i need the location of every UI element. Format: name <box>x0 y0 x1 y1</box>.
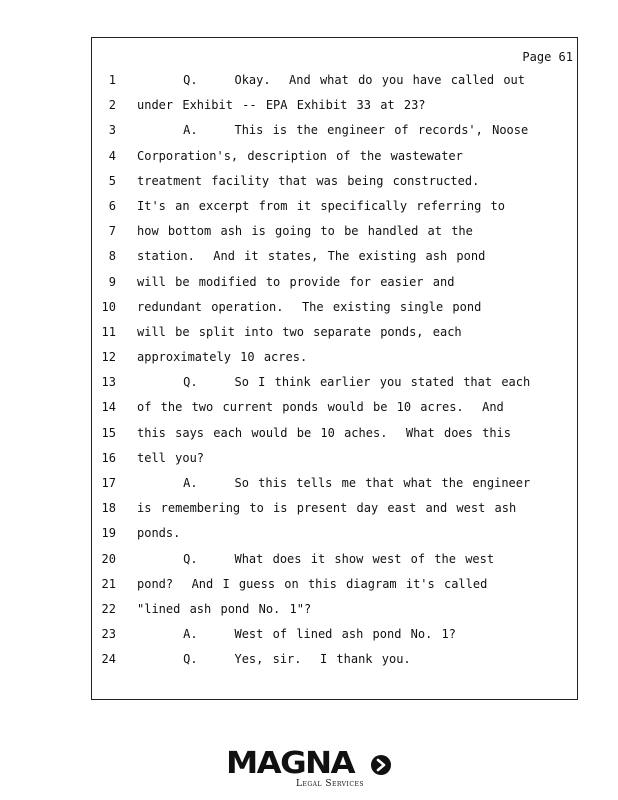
transcript-line <box>0 525 618 550</box>
logo-subtitle: Legal Services <box>296 779 364 789</box>
magna-logo <box>220 748 400 794</box>
line-text: A. This is the engineer of records', Noose <box>137 123 529 138</box>
line-number: 4 <box>108 148 116 163</box>
line-number: 6 <box>108 198 116 213</box>
transcript-line <box>0 324 618 349</box>
line-number: 13 <box>101 375 116 390</box>
transcript-line <box>0 72 618 97</box>
line-number: 9 <box>108 274 116 289</box>
line-text: Q. So I think earlier you stated that each <box>137 375 531 390</box>
line-number: 18 <box>101 501 116 516</box>
transcript-line <box>0 551 618 576</box>
transcript-line <box>0 651 618 676</box>
transcript-line <box>0 576 618 601</box>
line-text: Q. Yes, sir. I thank you. <box>137 652 411 667</box>
line-number: 2 <box>108 98 116 113</box>
line-text: It's an excerpt from it specifically referring to <box>137 198 506 213</box>
line-text: ponds. <box>137 526 181 541</box>
line-number: 23 <box>101 627 116 642</box>
line-number: 24 <box>101 652 116 667</box>
transcript-line <box>0 299 618 324</box>
line-number: 12 <box>101 350 116 365</box>
line-number: 21 <box>101 576 116 591</box>
line-number: 10 <box>101 299 116 314</box>
transcript-line <box>0 425 618 450</box>
line-number: 8 <box>108 249 116 264</box>
line-text: Corporation's, description of the wastewater <box>137 148 463 163</box>
line-text: Q. Okay. And what do you have called out <box>137 73 526 87</box>
page-number: Page 61 <box>522 50 573 64</box>
line-number: 1 <box>108 73 116 87</box>
line-text: A. West of lined ash pond No. 1? <box>137 627 456 642</box>
line-number: 3 <box>108 123 116 138</box>
line-text: treatment facility that was being constructed. <box>137 173 480 188</box>
line-text: under Exhibit -- EPA Exhibit 33 at 23? <box>137 98 426 113</box>
line-number: 7 <box>108 224 116 239</box>
logo-wordmark: MAGNA <box>226 746 355 781</box>
line-number: 19 <box>101 526 116 541</box>
transcript-line <box>0 500 618 525</box>
transcript-line <box>0 198 618 223</box>
line-text: will be split into two separate ponds, each <box>137 324 462 339</box>
line-text: how bottom ash is going to be handled at the <box>137 224 473 239</box>
transcript-line <box>0 450 618 475</box>
transcript-line <box>0 626 618 651</box>
transcript-line <box>0 601 618 626</box>
line-text: redundant operation. The existing single pond <box>137 299 482 314</box>
transcript-line <box>0 349 618 374</box>
line-number: 11 <box>101 324 116 339</box>
transcript-line <box>0 274 618 299</box>
line-number: 5 <box>108 173 116 188</box>
arrow-circle-icon <box>370 754 392 776</box>
transcript-line <box>0 248 618 273</box>
line-text: Q. What does it show west of the west <box>137 551 495 566</box>
line-text: of the two current ponds would be 10 acres. And <box>137 400 504 415</box>
transcript-line <box>0 122 618 147</box>
line-text: will be modified to provide for easier and <box>137 274 455 289</box>
line-text: tell you? <box>137 450 205 465</box>
line-text: station. And it states, The existing ash pond <box>137 249 486 264</box>
transcript-body <box>0 72 618 677</box>
line-number: 17 <box>101 476 116 490</box>
line-text: A. So this tells me that what the engineer <box>137 476 531 490</box>
line-number: 15 <box>101 425 116 440</box>
transcript-line <box>0 399 618 424</box>
line-text: this says each would be 10 aches. What does this <box>137 425 512 440</box>
line-text: pond? And I guess on this diagram it's called <box>137 576 488 591</box>
line-number: 22 <box>101 601 116 616</box>
line-number: 16 <box>101 450 116 465</box>
transcript-line <box>0 374 618 399</box>
transcript-line <box>0 475 618 500</box>
line-text: approximately 10 acres. <box>137 350 308 365</box>
transcript-line <box>0 173 618 198</box>
transcript-line <box>0 223 618 248</box>
line-number: 20 <box>101 551 116 566</box>
transcript-line <box>0 97 618 122</box>
line-text: "lined ash pond No. 1"? <box>137 601 312 616</box>
transcript-line <box>0 148 618 173</box>
line-number: 14 <box>101 400 116 415</box>
line-text: is remembering to is present day east and west ash <box>137 501 517 516</box>
